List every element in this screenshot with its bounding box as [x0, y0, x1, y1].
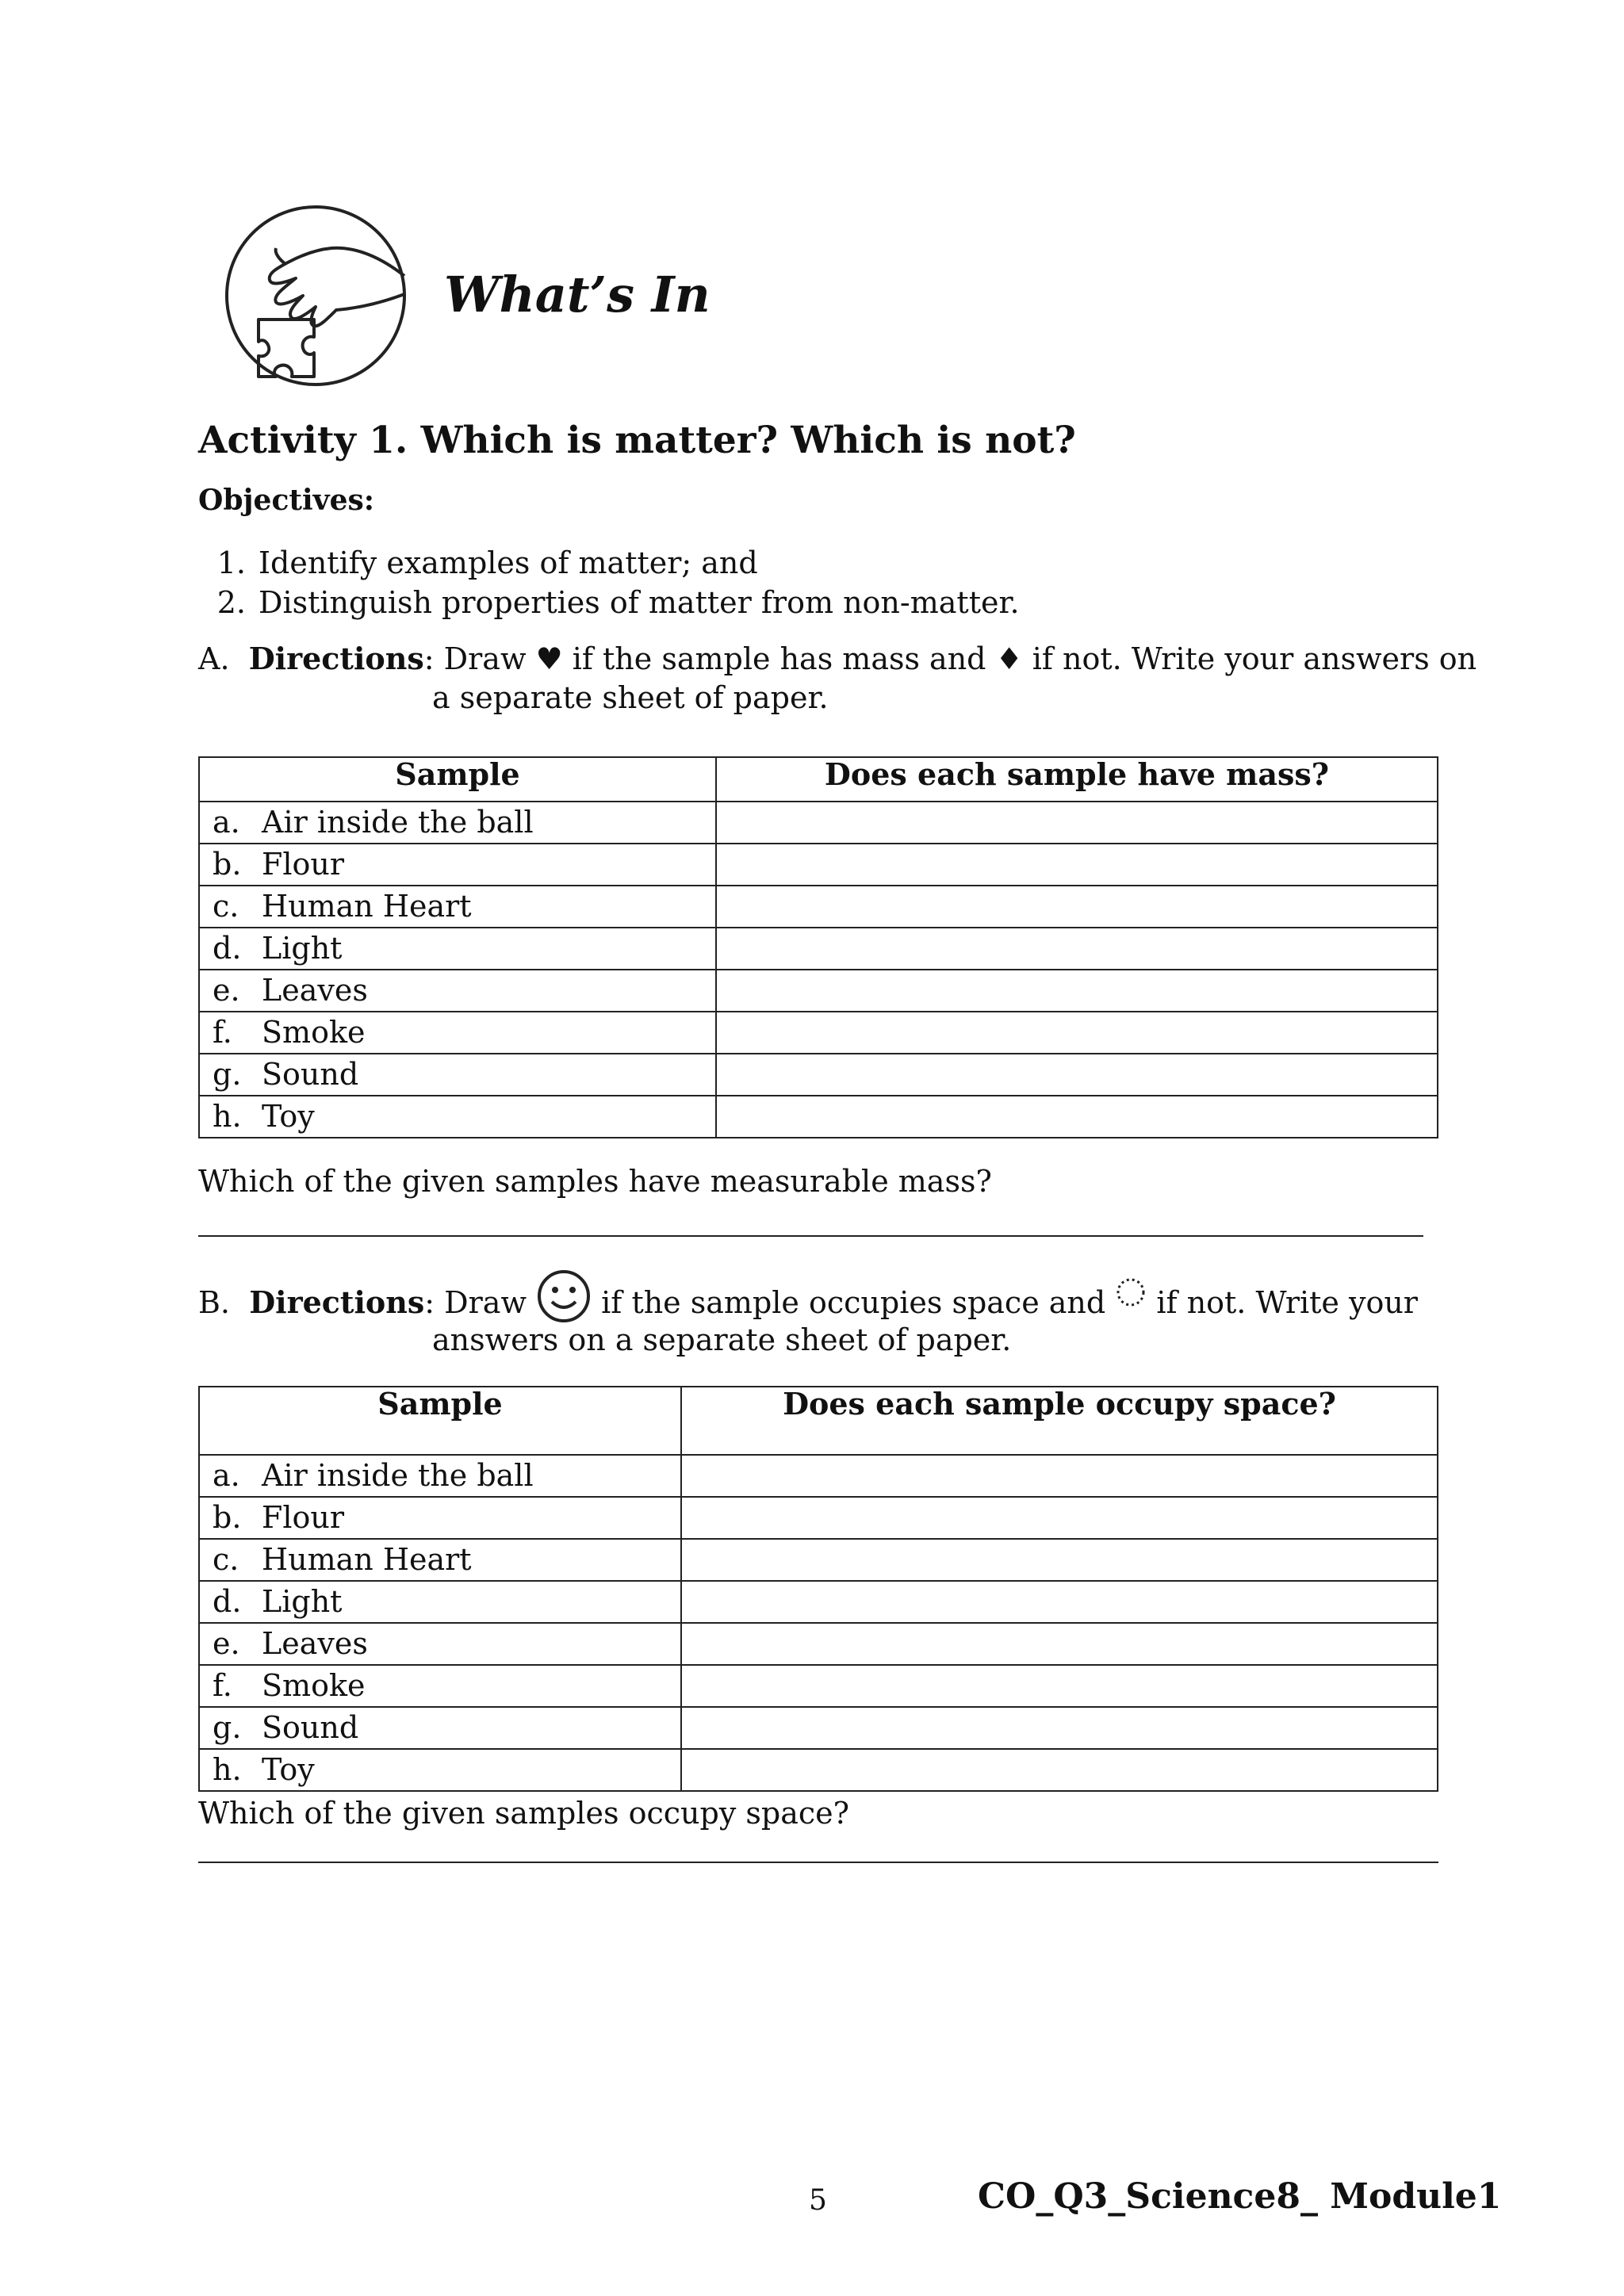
answer-cell[interactable] [681, 1539, 1438, 1581]
table-row [199, 1096, 1438, 1138]
table-row [199, 1455, 1438, 1497]
row-label: h. [213, 1098, 242, 1134]
row-label: g. [213, 1709, 242, 1745]
answer-cell[interactable] [716, 1054, 1438, 1096]
sample-name: Sound [262, 1056, 359, 1092]
answer-line[interactable] [198, 1862, 1438, 1863]
sample-name: Air inside the ball [262, 804, 534, 840]
row-label: f. [213, 1014, 232, 1050]
table-header: Does each sample have mass? [716, 757, 1438, 802]
diamond-icon: ♦ [995, 641, 1023, 676]
answer-cell[interactable] [681, 1455, 1438, 1497]
sample-name: Flour [262, 846, 345, 882]
sample-name: Human Heart [262, 888, 472, 924]
sample-cell [199, 844, 716, 886]
answer-cell[interactable] [716, 844, 1438, 886]
space-table [198, 1386, 1438, 1792]
sample-name: Flour [262, 1499, 345, 1535]
row-label: d. [213, 1583, 242, 1619]
objective-item: 1. Identify examples of matter; and [216, 545, 758, 580]
sample-cell [199, 1455, 681, 1497]
table-header: Sample [199, 1387, 681, 1455]
answer-line[interactable] [198, 1235, 1423, 1237]
sample-name: Light [262, 1583, 343, 1619]
sample-name: Air inside the ball [262, 1457, 534, 1493]
row-label: c. [213, 888, 239, 924]
sample-cell [199, 970, 716, 1012]
sample-name: Toy [262, 1098, 315, 1134]
answer-cell[interactable] [716, 928, 1438, 970]
sample-name: Leaves [262, 1625, 368, 1661]
objective-item: 2. Distinguish properties of matter from non-matter. [216, 585, 1020, 620]
answer-cell[interactable] [716, 886, 1438, 928]
table-row [199, 1581, 1438, 1623]
table-row [199, 1012, 1438, 1054]
sample-cell [199, 1497, 681, 1539]
table-row [199, 1497, 1438, 1539]
answer-cell[interactable] [681, 1749, 1438, 1791]
answer-cell[interactable] [681, 1497, 1438, 1539]
row-label: f. [213, 1667, 232, 1703]
answer-cell[interactable] [716, 1012, 1438, 1054]
table-header: Sample [199, 757, 716, 802]
table-row [199, 1623, 1438, 1665]
directions-a: A. Directions: Draw ♥ if the sample has mass and ♦ if not. Write your answers on [198, 641, 1477, 676]
sample-name: Smoke [262, 1014, 366, 1050]
row-label: b. [213, 846, 242, 882]
table-row [199, 1749, 1438, 1791]
sample-name: Toy [262, 1751, 315, 1787]
dotted-circle-icon [1115, 1276, 1147, 1308]
smiley-face-icon [536, 1269, 592, 1324]
question-a: Which of the given samples have measurable mass? [198, 1164, 992, 1199]
answer-cell[interactable] [681, 1623, 1438, 1665]
row-label: e. [213, 972, 240, 1008]
sample-cell [199, 1581, 681, 1623]
row-label: d. [213, 930, 242, 966]
answer-cell[interactable] [716, 970, 1438, 1012]
table-row [199, 970, 1438, 1012]
heart-icon: ♥ [535, 641, 563, 676]
sample-name: Human Heart [262, 1541, 472, 1577]
page-number: 5 [809, 2184, 827, 2217]
activity-title: Activity 1. Which is matter? Which is not? [198, 419, 1076, 462]
sample-cell [199, 1749, 681, 1791]
row-label: h. [213, 1751, 242, 1787]
table-row [199, 886, 1438, 928]
directions-b: B. Directions: Draw if the sample occupies space and if not. Write your [198, 1269, 1418, 1324]
row-label: a. [213, 804, 240, 840]
table-row [199, 1539, 1438, 1581]
answer-cell[interactable] [716, 1096, 1438, 1138]
answer-cell[interactable] [681, 1581, 1438, 1623]
sample-cell [199, 1054, 716, 1096]
row-label: e. [213, 1625, 240, 1661]
sample-name: Leaves [262, 972, 368, 1008]
row-label: g. [213, 1056, 242, 1092]
sample-cell [199, 1096, 716, 1138]
table-row [199, 844, 1438, 886]
row-label: b. [213, 1499, 242, 1535]
directions-b-continued: answers on a separate sheet of paper. [432, 1322, 1012, 1357]
sample-cell [199, 1623, 681, 1665]
row-label: c. [213, 1541, 239, 1577]
table-row [199, 802, 1438, 844]
table-header: Does each sample occupy space? [681, 1387, 1438, 1455]
answer-cell[interactable] [681, 1665, 1438, 1707]
sample-name: Smoke [262, 1667, 366, 1703]
sample-name: Sound [262, 1709, 359, 1745]
sample-cell [199, 1707, 681, 1749]
table-row [199, 1707, 1438, 1749]
directions-a-continued: a separate sheet of paper. [432, 680, 829, 715]
sample-cell [199, 802, 716, 844]
sample-cell [199, 1665, 681, 1707]
sample-name: Light [262, 930, 343, 966]
hand-puzzle-icon [220, 201, 411, 391]
answer-cell[interactable] [716, 802, 1438, 844]
sample-cell [199, 886, 716, 928]
table-row [199, 1665, 1438, 1707]
question-b: Which of the given samples occupy space? [198, 1796, 849, 1831]
sample-cell [199, 928, 716, 970]
objectives-heading: Objectives: [198, 484, 375, 517]
row-label: a. [213, 1457, 240, 1493]
sample-cell [199, 1012, 716, 1054]
mass-table [198, 756, 1438, 1138]
module-code: CO_Q3_Science8_ Module1 [978, 2176, 1502, 2217]
table-row [199, 928, 1438, 970]
sample-cell [199, 1539, 681, 1581]
table-row [199, 1054, 1438, 1096]
answer-cell[interactable] [681, 1707, 1438, 1749]
section-title: What’s In [444, 266, 710, 323]
